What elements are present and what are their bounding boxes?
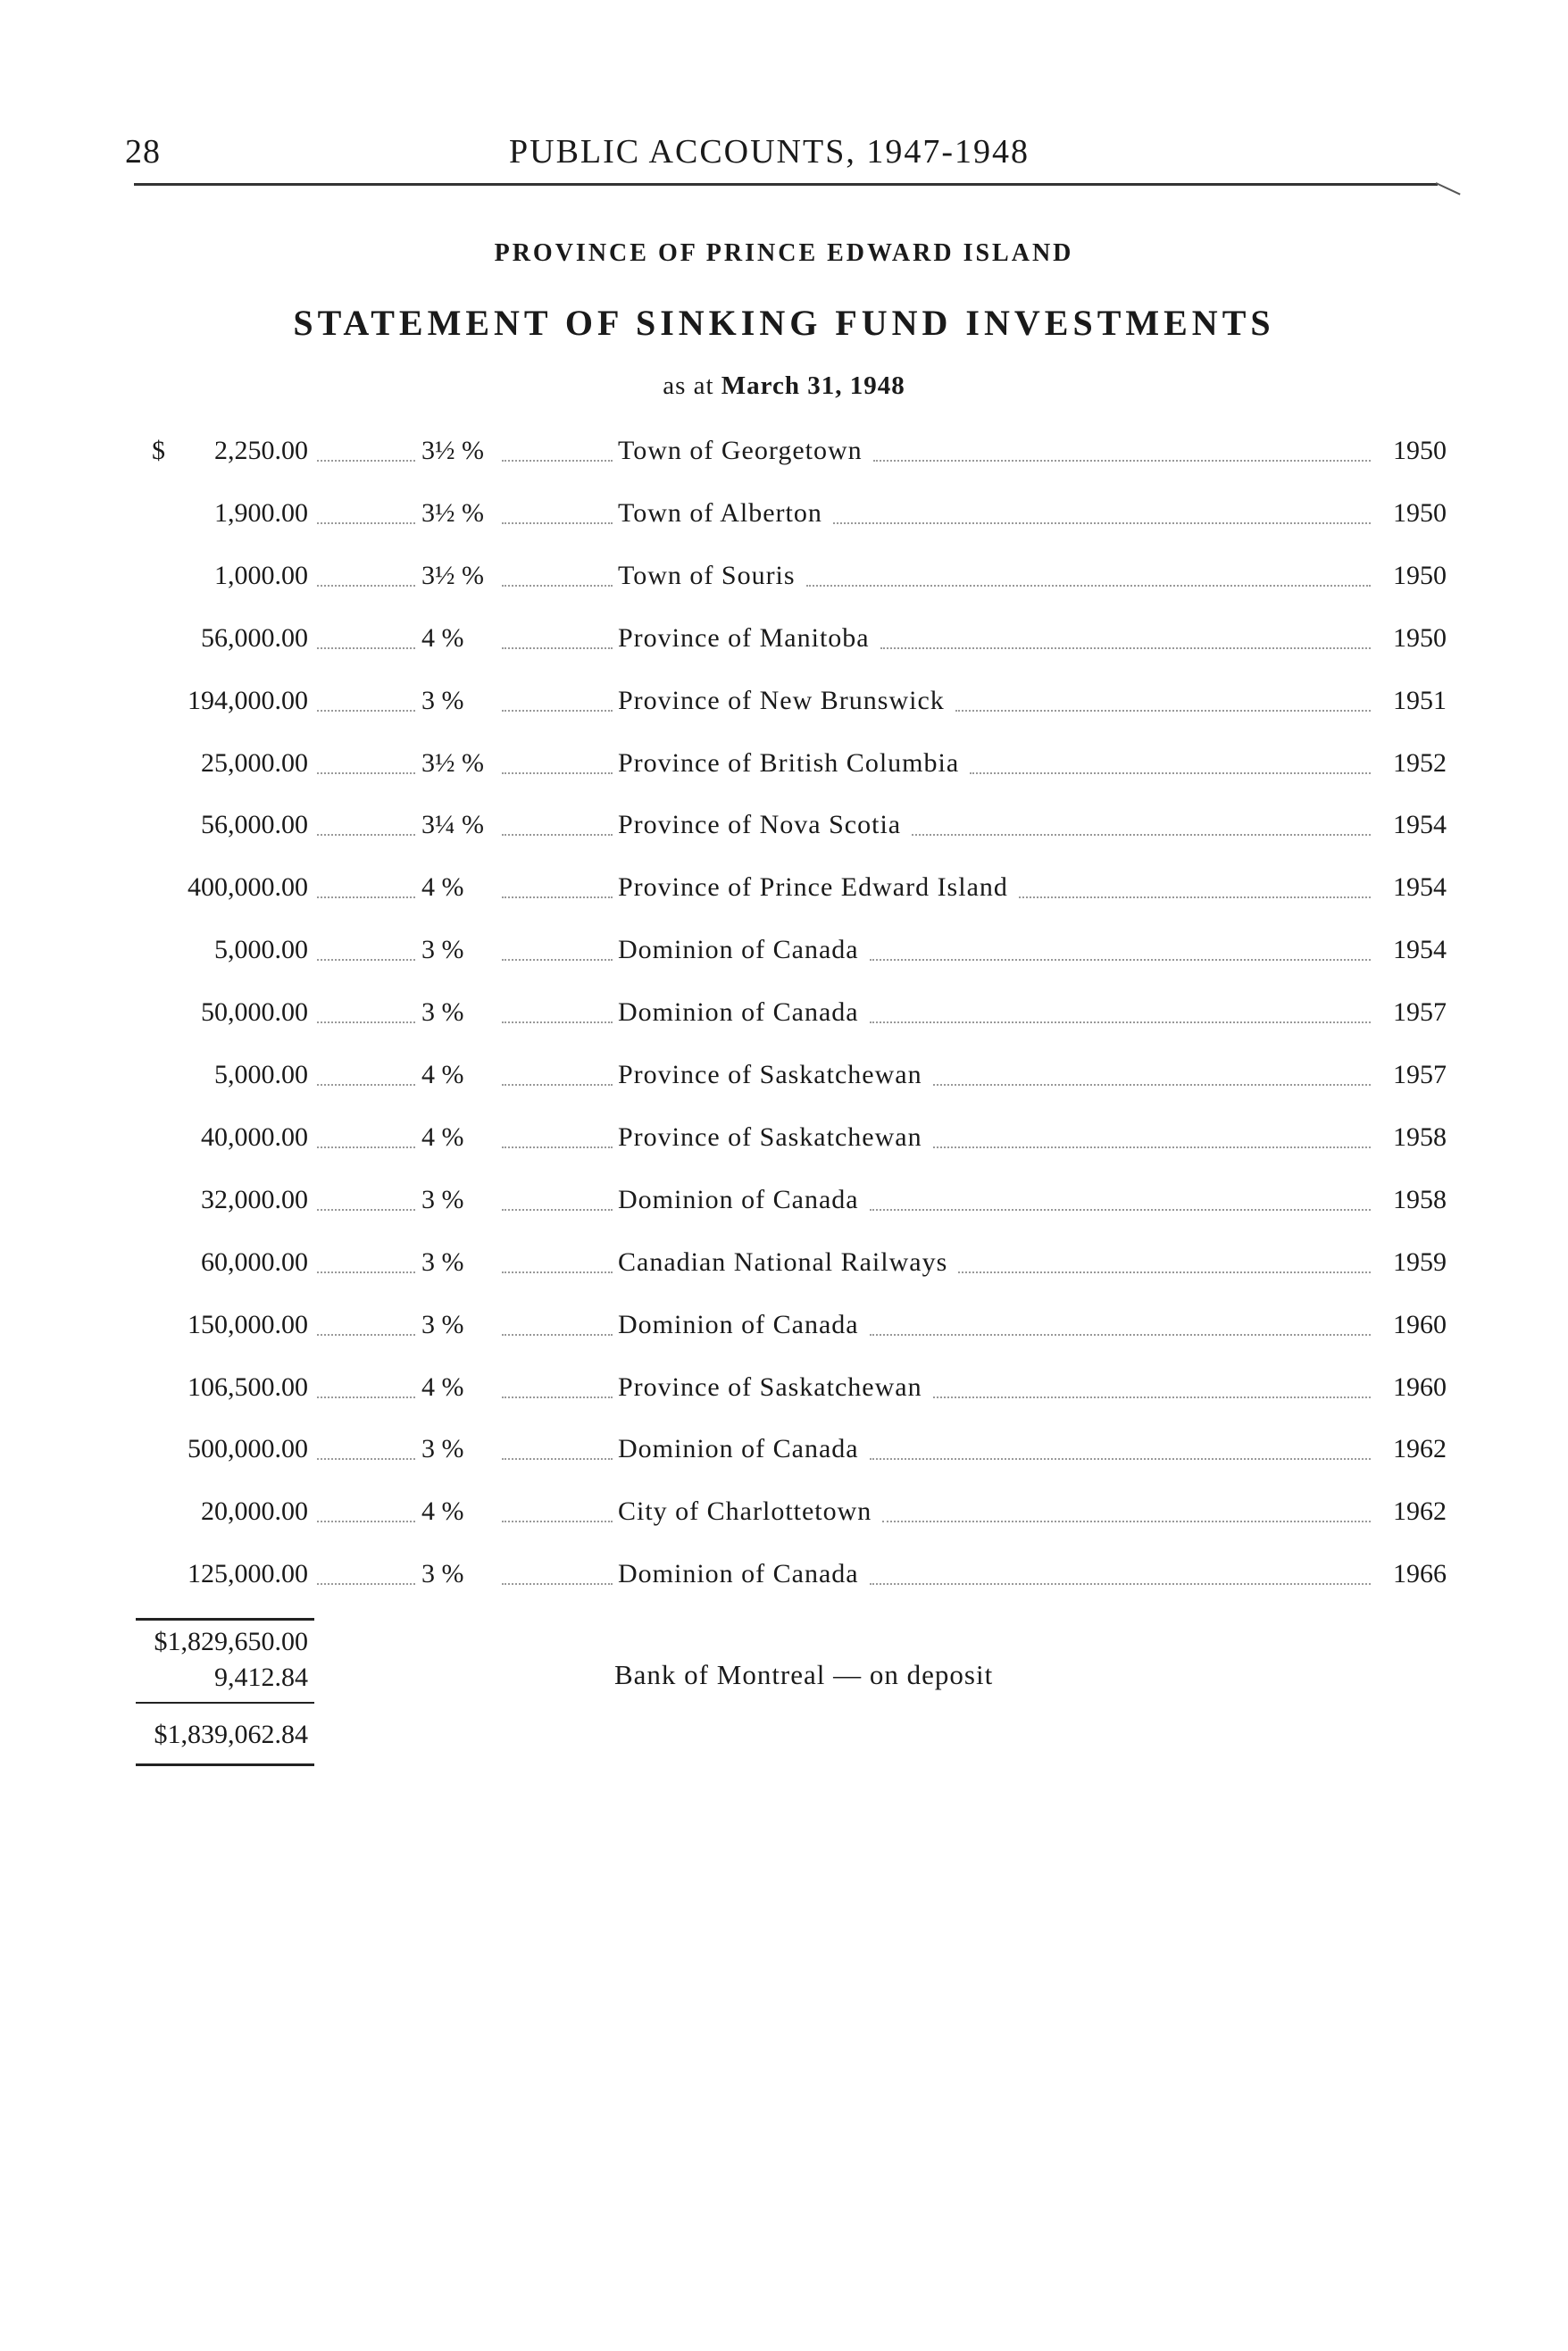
dot-leader xyxy=(502,710,613,712)
year-cell: 1951 xyxy=(1393,685,1447,715)
dot-leader xyxy=(317,585,415,587)
description-cell: Dominion of Canada xyxy=(618,997,859,1028)
dot-leader xyxy=(502,1521,613,1522)
dot-leader xyxy=(502,834,613,836)
dot-leader xyxy=(317,1583,415,1585)
dot-leader xyxy=(317,1084,415,1086)
description-cell: Town of Georgetown xyxy=(618,436,863,465)
amount-cell: 60,000.00 xyxy=(201,1246,308,1277)
dot-leader xyxy=(870,1334,1371,1336)
dot-leader xyxy=(502,585,613,587)
table-row xyxy=(134,1363,1447,1413)
dot-leader xyxy=(317,896,415,898)
dot-leader xyxy=(958,1271,1371,1273)
dot-leader xyxy=(317,959,415,961)
amount-cell: 400,000.00 xyxy=(188,872,308,903)
year-cell: 1954 xyxy=(1393,810,1447,840)
description-cell: Dominion of Canada xyxy=(618,1434,859,1464)
amount-cell: 20,000.00 xyxy=(201,1496,308,1527)
rate-cell: 3 % xyxy=(421,1434,464,1464)
amount-cell: 40,000.00 xyxy=(201,1121,308,1152)
dot-leader xyxy=(317,1396,415,1398)
table-row xyxy=(134,863,1447,913)
deposit-label: Bank of Montreal — on deposit xyxy=(614,1659,994,1690)
dot-leader xyxy=(870,959,1371,961)
rate-cell: 3 % xyxy=(421,1246,464,1277)
description-cell: Province of Saskatchewan xyxy=(618,1371,922,1402)
year-cell: 1966 xyxy=(1393,1559,1447,1589)
table-row xyxy=(134,1238,1447,1288)
dot-leader xyxy=(502,1334,613,1336)
grand-total-amount: $1,839,062.84 xyxy=(154,1720,308,1749)
year-cell: 1954 xyxy=(1393,935,1447,965)
year-cell: 1950 xyxy=(1393,497,1447,528)
amount-cell: 56,000.00 xyxy=(201,810,308,840)
description-cell: Province of New Brunswick xyxy=(618,685,945,715)
as-at-line xyxy=(0,371,1568,401)
amount-cell: 150,000.00 xyxy=(188,1309,308,1339)
dot-leader xyxy=(870,1458,1371,1460)
table-row xyxy=(134,1424,1447,1474)
dot-leader xyxy=(502,1271,613,1273)
table-row xyxy=(134,613,1447,663)
dot-leader xyxy=(502,460,613,462)
description-cell: City of Charlottetown xyxy=(618,1496,872,1527)
table-row xyxy=(134,1050,1447,1100)
amount-cell: 32,000.00 xyxy=(201,1184,308,1214)
description-cell: Province of Saskatchewan xyxy=(618,1060,922,1089)
year-cell: 1950 xyxy=(1393,560,1447,590)
dot-leader xyxy=(502,959,613,961)
table-row xyxy=(134,1175,1447,1225)
rate-cell: 3 % xyxy=(421,1309,464,1339)
dot-leader xyxy=(317,1334,415,1336)
description-cell: Dominion of Canada xyxy=(618,935,859,965)
dot-leader xyxy=(317,1458,415,1460)
dot-leader xyxy=(806,585,1371,587)
rate-cell: 3 % xyxy=(421,1559,464,1589)
dot-leader xyxy=(502,1021,613,1023)
rate-cell: 3½ % xyxy=(421,560,484,590)
dot-leader xyxy=(317,710,415,712)
dot-leader xyxy=(317,1146,415,1148)
header-rule-tail xyxy=(1436,182,1461,195)
description-cell: Canadian National Railways xyxy=(618,1246,948,1277)
page-header xyxy=(125,132,1455,177)
year-cell: 1960 xyxy=(1393,1309,1447,1339)
dot-leader xyxy=(873,460,1371,462)
amount-cell: 194,000.00 xyxy=(188,685,308,715)
as-at-prefix: as at xyxy=(663,371,714,400)
description-cell: Province of Manitoba xyxy=(618,622,870,653)
year-cell: 1950 xyxy=(1393,622,1447,653)
description-cell: Town of Alberton xyxy=(618,497,822,528)
dot-leader xyxy=(933,1084,1371,1086)
year-cell: 1959 xyxy=(1393,1246,1447,1277)
table-row xyxy=(134,1300,1447,1350)
amount-cell: 5,000.00 xyxy=(214,1060,308,1089)
table-row xyxy=(134,738,1447,788)
dot-leader xyxy=(317,1021,415,1023)
dot-leader xyxy=(317,1521,415,1522)
dot-leader xyxy=(970,772,1371,774)
table-row xyxy=(134,1549,1447,1599)
rate-cell: 3¼ % xyxy=(421,810,484,840)
description-cell: Dominion of Canada xyxy=(618,1184,859,1214)
table-row xyxy=(134,676,1447,726)
dot-leader xyxy=(317,647,415,649)
rate-cell: 4 % xyxy=(421,1371,464,1402)
table-row xyxy=(134,1113,1447,1163)
rate-cell: 3 % xyxy=(421,997,464,1028)
dot-leader xyxy=(912,834,1371,836)
dot-leader xyxy=(317,460,415,462)
amount-cell: 2,250.00 xyxy=(214,436,308,465)
table-row xyxy=(134,1487,1447,1537)
dot-leader xyxy=(317,772,415,774)
year-cell: 1958 xyxy=(1393,1184,1447,1214)
amount-cell: 106,500.00 xyxy=(188,1371,308,1402)
header-rule xyxy=(134,183,1438,186)
rate-cell: 3½ % xyxy=(421,436,484,465)
total-rule-top xyxy=(136,1702,314,1704)
description-cell: Dominion of Canada xyxy=(618,1559,859,1589)
rate-cell: 4 % xyxy=(421,622,464,653)
amount-cell: 125,000.00 xyxy=(188,1559,308,1589)
rate-cell: 3 % xyxy=(421,935,464,965)
dot-leader xyxy=(502,1146,613,1148)
description-cell: Dominion of Canada xyxy=(618,1309,859,1339)
rate-cell: 3½ % xyxy=(421,747,484,778)
dot-leader xyxy=(502,1209,613,1211)
dot-leader xyxy=(870,1583,1371,1585)
table-row xyxy=(134,925,1447,975)
dot-leader xyxy=(933,1396,1371,1398)
dot-leader xyxy=(502,896,613,898)
amount-cell: 1,000.00 xyxy=(214,560,308,590)
year-cell: 1958 xyxy=(1393,1121,1447,1152)
description-cell: Province of Nova Scotia xyxy=(618,810,902,840)
dot-leader xyxy=(880,647,1371,649)
dot-leader xyxy=(502,1396,613,1398)
rate-cell: 4 % xyxy=(421,1496,464,1527)
dot-leader xyxy=(502,647,613,649)
dot-leader xyxy=(870,1209,1371,1211)
dot-leader xyxy=(955,710,1371,712)
year-cell: 1950 xyxy=(1393,436,1447,465)
dot-leader xyxy=(502,522,613,524)
year-cell: 1962 xyxy=(1393,1496,1447,1527)
rate-cell: 4 % xyxy=(421,1060,464,1089)
rate-cell: 3½ % xyxy=(421,497,484,528)
dot-leader xyxy=(502,1583,613,1585)
dot-leader xyxy=(1019,896,1371,898)
dot-leader xyxy=(882,1521,1371,1522)
page-number: 28 xyxy=(125,133,161,171)
amount-cell: 50,000.00 xyxy=(201,997,308,1028)
rate-cell: 4 % xyxy=(421,872,464,903)
rate-cell: 4 % xyxy=(421,1121,464,1152)
rate-cell: 3 % xyxy=(421,685,464,715)
total-rule-bottom xyxy=(136,1763,314,1766)
table-row xyxy=(134,488,1447,538)
amount-cell: 5,000.00 xyxy=(214,935,308,965)
year-cell: 1957 xyxy=(1393,997,1447,1028)
description-cell: Province of Prince Edward Island xyxy=(618,872,1008,903)
dot-leader xyxy=(502,772,613,774)
dot-leader xyxy=(502,1084,613,1086)
subtotal-amount: $1,829,650.00 xyxy=(154,1627,308,1656)
rate-cell: 3 % xyxy=(421,1184,464,1214)
amount-cell: 500,000.00 xyxy=(188,1434,308,1464)
as-at-date: March 31, 1948 xyxy=(721,371,905,400)
amount-cell: 25,000.00 xyxy=(201,747,308,778)
dot-leader xyxy=(502,1458,613,1460)
dot-leader xyxy=(317,1271,415,1273)
dot-leader xyxy=(833,522,1371,524)
dot-leader xyxy=(317,1209,415,1211)
amount-cell: 56,000.00 xyxy=(201,622,308,653)
dot-leader xyxy=(317,834,415,836)
subtotal-rule xyxy=(136,1618,314,1621)
table-row xyxy=(134,551,1447,601)
description-cell: Province of Saskatchewan xyxy=(618,1121,922,1152)
dot-leader xyxy=(870,1021,1371,1023)
year-cell: 1952 xyxy=(1393,747,1447,778)
province-heading: PROVINCE OF PRINCE EDWARD ISLAND xyxy=(494,239,1074,267)
amount-cell: 1,900.00 xyxy=(214,497,308,528)
description-cell: Town of Souris xyxy=(618,560,796,590)
header-title: PUBLIC ACCOUNTS, 1947-1948 xyxy=(509,133,1030,171)
description-cell: Province of British Columbia xyxy=(618,747,960,778)
statement-title: STATEMENT OF SINKING FUND INVESTMENTS xyxy=(293,303,1275,343)
table-row xyxy=(134,988,1447,1038)
year-cell: 1957 xyxy=(1393,1060,1447,1089)
table-row xyxy=(134,800,1447,850)
dot-leader xyxy=(317,522,415,524)
dot-leader xyxy=(933,1146,1371,1148)
currency-symbol: $ xyxy=(152,436,165,465)
table-row xyxy=(134,426,1447,476)
year-cell: 1960 xyxy=(1393,1371,1447,1402)
deposit-amount: 9,412.84 xyxy=(214,1663,308,1692)
year-cell: 1962 xyxy=(1393,1434,1447,1464)
year-cell: 1954 xyxy=(1393,872,1447,903)
